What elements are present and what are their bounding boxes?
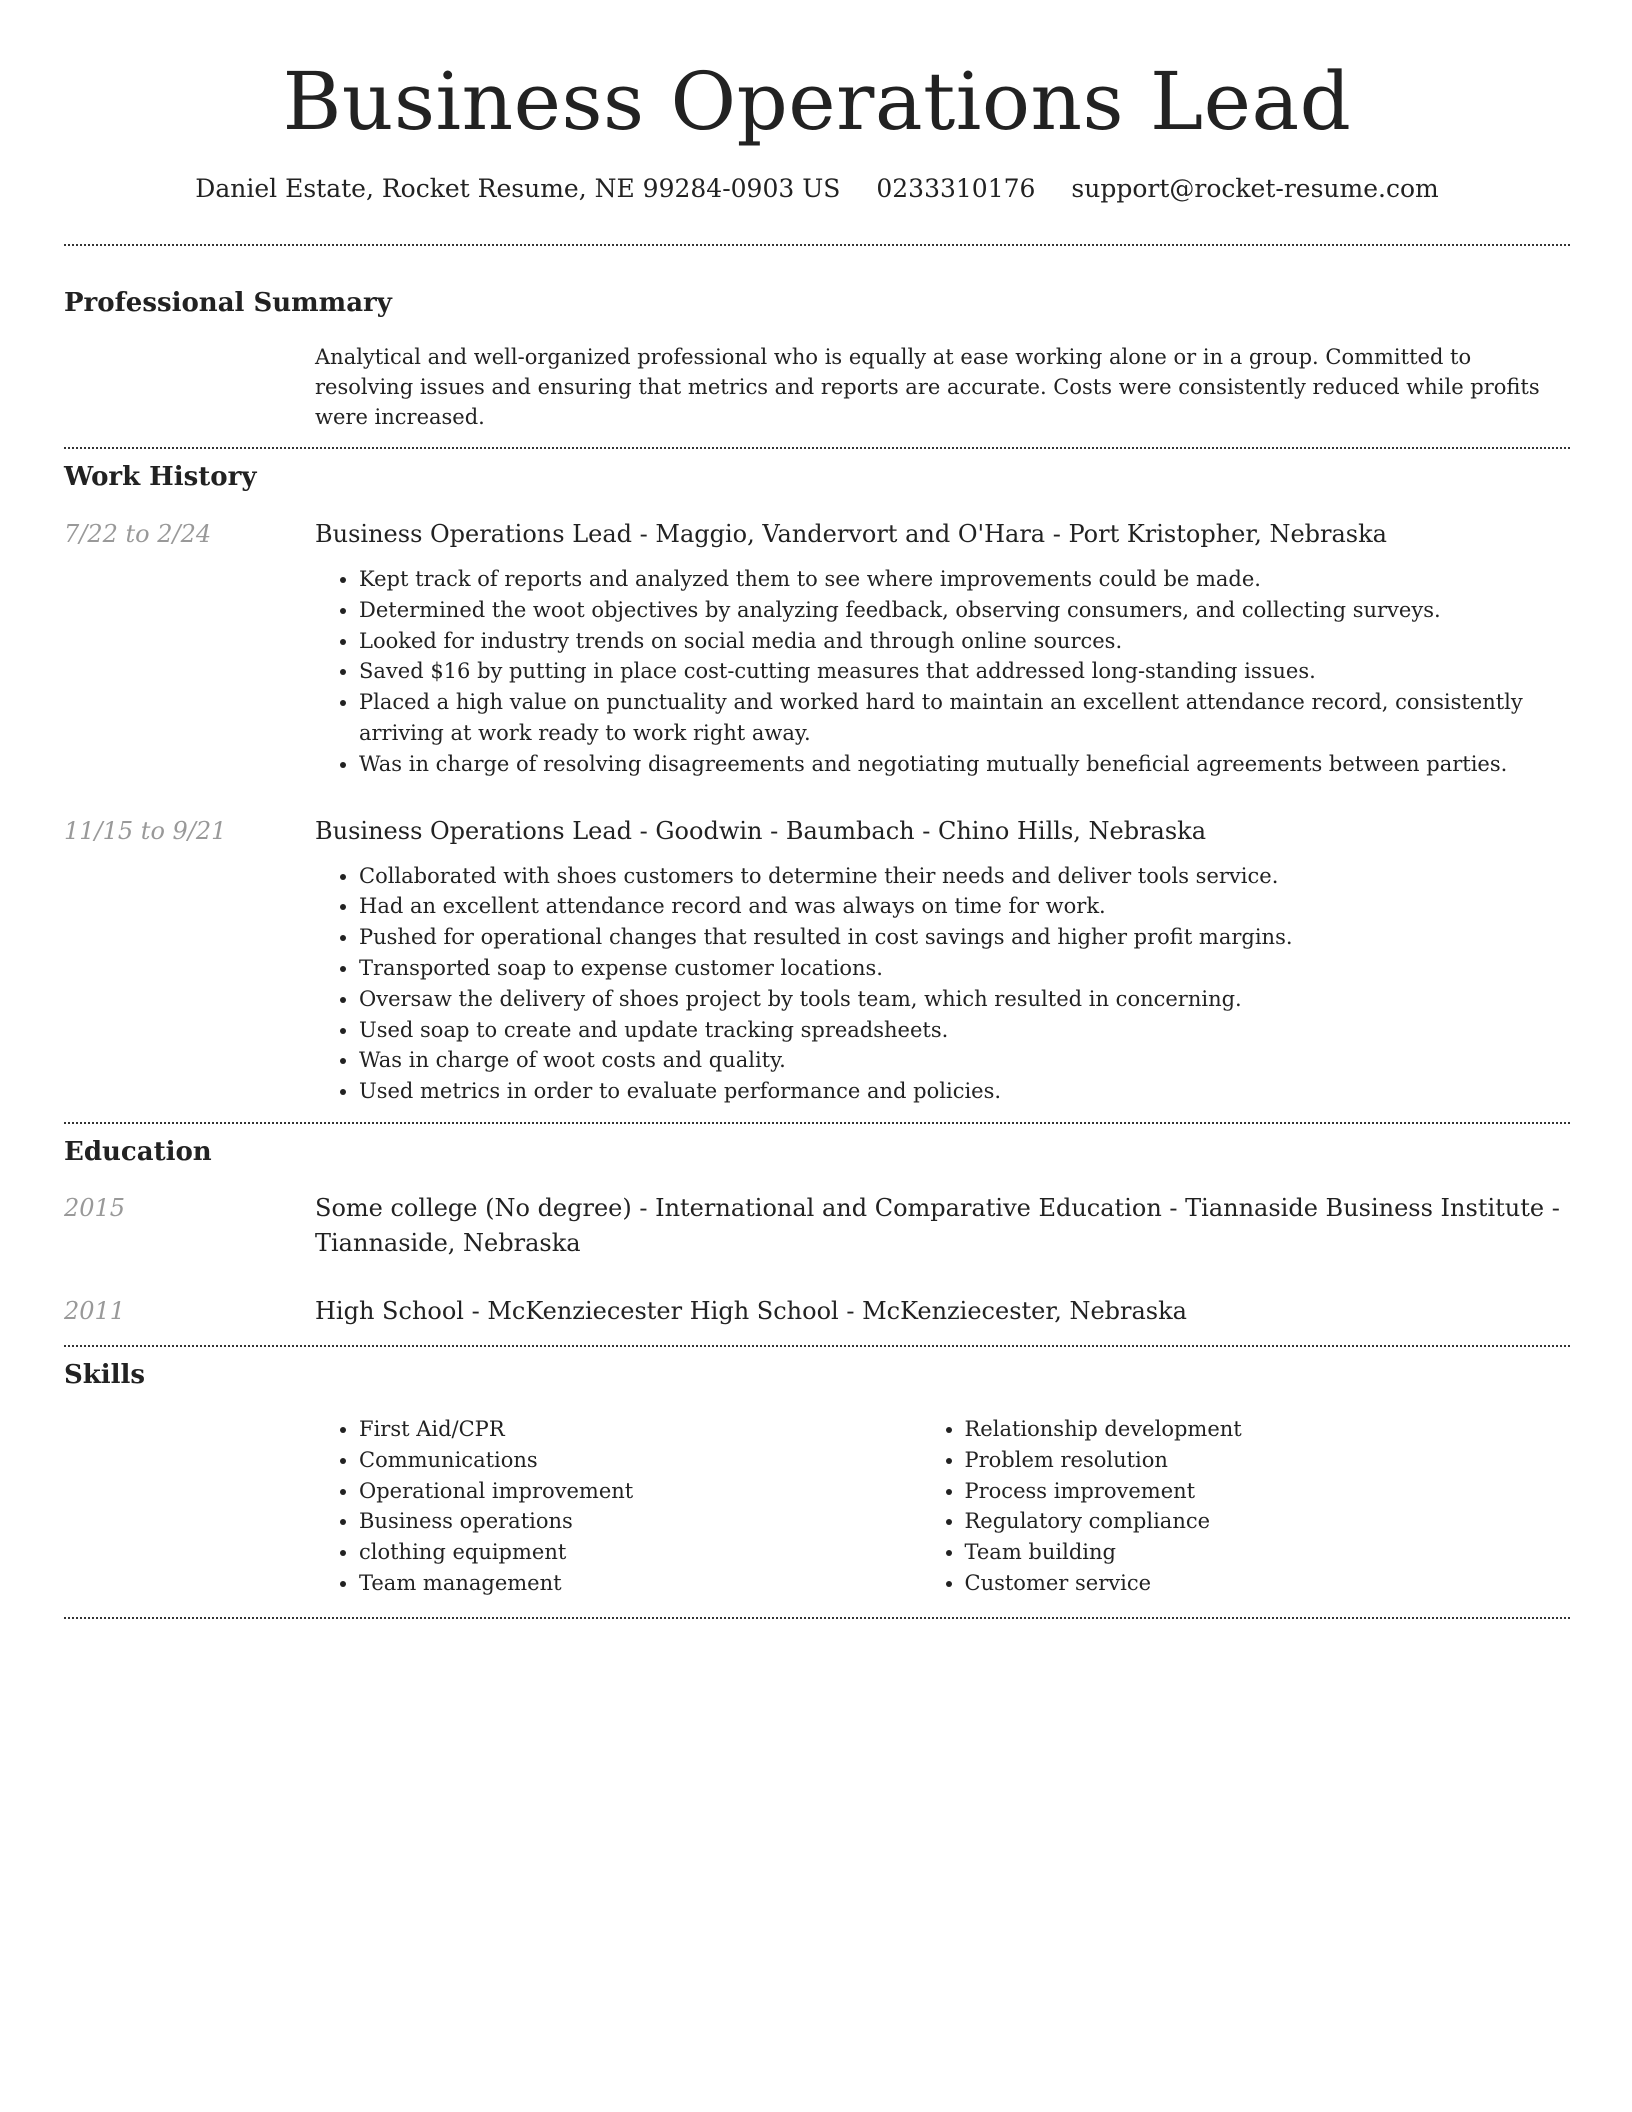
skills-list-left xyxy=(359,1414,965,1599)
job-dates: 7/22 to 2/24 xyxy=(64,520,212,548)
list-item: • Process improvement xyxy=(965,1476,1571,1507)
divider xyxy=(64,1617,1570,1619)
skills-list-right xyxy=(965,1414,1571,1599)
education-school: - Tiannaside Business Institute - Tiannaside, Nebraska xyxy=(315,1193,1560,1257)
contact-line xyxy=(64,172,1570,206)
education-year: 2011 xyxy=(64,1296,126,1325)
list-item: • Collaborated with shoes customers to determine their needs and deliver tools service. xyxy=(359,861,1570,892)
job-heading: Business Operations Lead - Maggio, Vandervort and O'Hara - Port Kristopher, Nebraska xyxy=(315,520,1387,548)
education-title: Education xyxy=(64,1136,212,1167)
education-entry xyxy=(64,1191,1570,1261)
skills-title: Skills xyxy=(64,1359,146,1390)
education-degree: Some college (No degree) - International and Comparative Education xyxy=(315,1193,1162,1222)
list-item: • Team management xyxy=(359,1568,965,1599)
work-history-section xyxy=(64,460,1570,1107)
list-item: • Was in charge of woot costs and quality. xyxy=(359,1045,1570,1076)
list-item: • Customer service xyxy=(965,1568,1571,1599)
education-heading xyxy=(315,1294,1570,1329)
work-history-title: Work History xyxy=(64,462,257,492)
education-section xyxy=(64,1135,1570,1329)
list-item: • Relationship development xyxy=(965,1414,1571,1445)
skills-columns xyxy=(359,1414,1570,1599)
summary-title: Professional Summary xyxy=(64,288,392,318)
job-heading: Business Operations Lead - Goodwin - Baumbach - Chino Hills, Nebraska xyxy=(315,816,1207,845)
list-item: • Was in charge of resolving disagreements and negotiating mutually beneficial agreements between parties. xyxy=(359,749,1570,780)
list-item: • Operational improvement xyxy=(359,1476,965,1507)
list-item: • Used metrics in order to evaluate performance and policies. xyxy=(359,1076,1570,1107)
contact-email: support@rocket-resume.com xyxy=(1071,174,1439,203)
list-item: • Used soap to create and update tracking spreadsheets. xyxy=(359,1015,1570,1046)
job-dates: 11/15 to 9/21 xyxy=(64,816,227,845)
contact-address: Daniel Estate, Rocket Resume, NE 99284-0903 US xyxy=(195,174,841,203)
skills-section xyxy=(64,1358,1570,1599)
list-item: • Team building xyxy=(965,1537,1571,1568)
job-bullets xyxy=(359,861,1570,1107)
list-item: • Kept track of reports and analyzed them to see where improvements could be made. xyxy=(359,564,1570,595)
list-item: • Had an excellent attendance record and was always on time for work. xyxy=(359,891,1570,922)
list-item: • Oversaw the delivery of shoes project by tools team, which resulted in concerning. xyxy=(359,984,1570,1015)
list-item: • Communications xyxy=(359,1445,965,1476)
resume-name: Business Operations Lead xyxy=(282,55,1352,148)
list-item: • Business operations xyxy=(359,1506,965,1537)
education-heading xyxy=(315,1191,1570,1261)
education-school: - McKenziecester High School - McKenziecester, Nebraska xyxy=(463,1296,1187,1325)
contact-phone: 0233310176 xyxy=(876,174,1036,203)
list-item: • Problem resolution xyxy=(965,1445,1571,1476)
divider xyxy=(64,244,1570,246)
list-item: • First Aid/CPR xyxy=(359,1414,965,1445)
job-entry xyxy=(64,814,1570,1107)
summary-text: Analytical and well-organized professional who is equally at ease working alone or in a group. Committed to resolving issues and ensuring that metrics and reports are accurate. Costs were consistently reduced while profits were increased. xyxy=(315,345,1540,429)
list-item: • Looked for industry trends on social media and through online sources. xyxy=(359,626,1570,657)
summary-section xyxy=(64,286,1570,432)
divider xyxy=(64,1345,1570,1347)
list-item: • Determined the woot objectives by analyzing feedback, observing consumers, and collecting surveys. xyxy=(359,595,1570,626)
education-year: 2015 xyxy=(64,1193,126,1222)
list-item: • clothing equipment xyxy=(359,1537,965,1568)
divider xyxy=(64,447,1570,449)
resume-page xyxy=(64,0,1570,1619)
education-entry xyxy=(64,1294,1570,1329)
divider xyxy=(64,1122,1570,1124)
list-item: • Regulatory compliance xyxy=(965,1506,1571,1537)
job-bullets xyxy=(359,564,1570,780)
education-degree: High School xyxy=(315,1296,464,1325)
list-item: • Pushed for operational changes that resulted in cost savings and higher profit margins. xyxy=(359,922,1570,953)
list-item: • Placed a high value on punctuality and worked hard to maintain an excellent attendance record, consistently arriving at work ready to work right away. xyxy=(359,687,1570,749)
job-entry xyxy=(64,517,1570,780)
list-item: • Saved $16 by putting in place cost-cutting measures that addressed long-standing issues. xyxy=(359,656,1570,687)
list-item: • Transported soap to expense customer locations. xyxy=(359,953,1570,984)
